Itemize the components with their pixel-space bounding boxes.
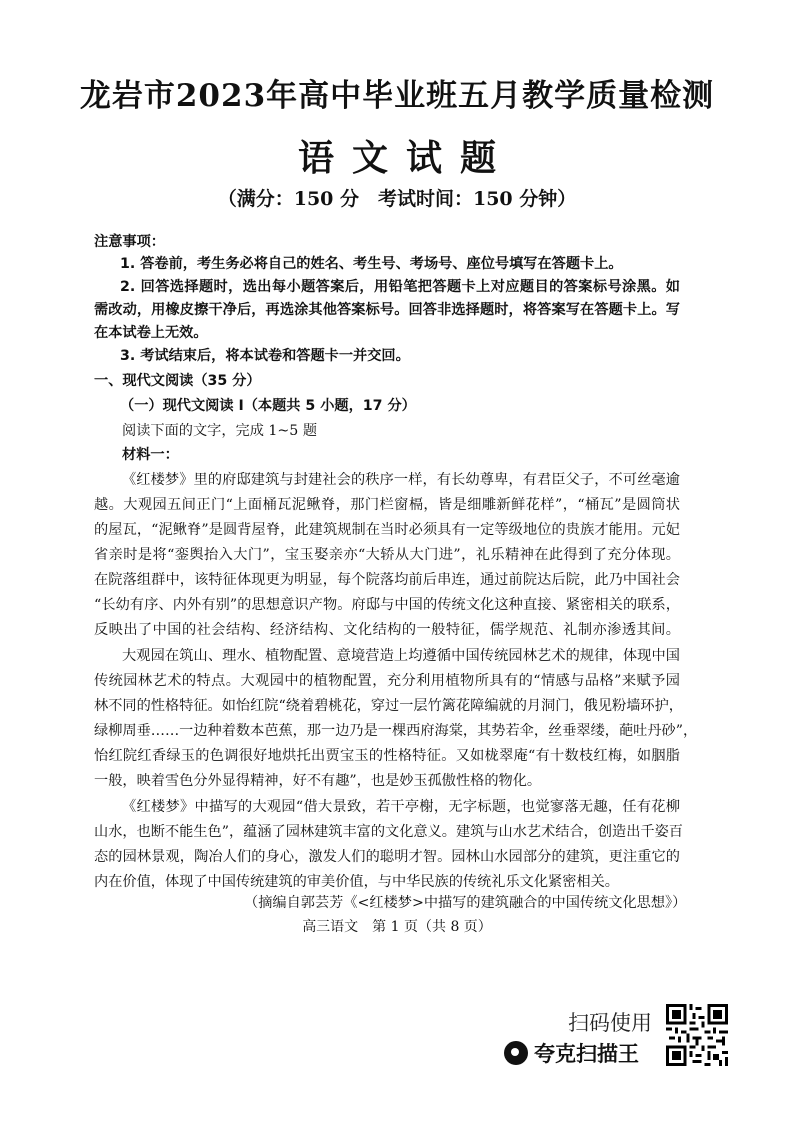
reading-instruction: 阅读下面的文字，完成 1~5 题 — [122, 423, 318, 439]
passage-line: 在院落组群中，该特征体现更为明显，每个院落均前后串连，通过前院达后院，此乃中国社会 — [94, 572, 680, 588]
brand-name: 夸克扫描王 — [534, 1042, 639, 1066]
passage-line: “长幼有序、内外有别”的思想意识产物。府邸与中国的传统文化这种直接、紧密相关的联系， — [94, 597, 680, 613]
passage-line: 传统园林艺术的特点。大观园中的植物配置，充分利用植物所具有的“情感与品格”来赋予园 — [94, 673, 680, 689]
page-footer: 高三语文 第 1 页（共 8 页） — [302, 919, 492, 935]
notice-item-2-cont: 需改动，用橡皮擦干净后，再选涂其他答案标号。回答非选择题时，将答案写在答题卡上。写 — [94, 302, 680, 318]
passage-line: 大观园在筑山、理水、植物配置、意境营造上均遵循中国传统园林艺术的规律，体现中国 — [122, 648, 680, 664]
passage-line: 的屋瓦，“泥鳅脊”是圆背屋脊，此建筑规制在当时必须具有一定等级地位的贵族才能用。元妃 — [94, 522, 680, 538]
passage-line: 怡红院红香绿玉的色调很好地烘托出贾宝玉的性格特征。又如栊翠庵“有十数枝红梅，如胭脂 — [94, 748, 680, 764]
brand-watermark — [504, 1039, 639, 1067]
passage-line: 态的园林景观，陶冶人们的身心，激发人们的聪明才智。园林山水园部分的建筑，更注重它的 — [94, 849, 680, 865]
passage-line: 越。大观园五间正门“上面桶瓦泥鳅脊，那门栏窗槅，皆是细雕新鲜花样”，“桶瓦”是圆筒状 — [94, 497, 680, 513]
scan-label: 扫码使用 — [568, 1011, 652, 1035]
qr-code-icon[interactable] — [666, 1004, 728, 1066]
passage-line: 山水，也断不能生色”，蕴涵了园林建筑丰富的文化意义。建筑与山水艺术结合，创造出千姿百 — [94, 824, 683, 840]
subject-title: 语文试题 — [297, 137, 514, 179]
passage-line: 《红楼梦》里的府邸建筑与封建社会的秩序一样，有长幼尊卑，有君臣父子，不可丝毫逾 — [122, 472, 680, 488]
notice-item-3: 3. 考试结束后，将本试卷和答题卡一并交回。 — [120, 348, 410, 364]
passage-line: 一般，映着雪色分外显得精神，好不有趣”，也是妙玉孤傲性格的物化。 — [94, 773, 542, 789]
quark-logo-icon — [504, 1041, 528, 1065]
notice-item-2: 2. 回答选择题时，选出每小题答案后，用铅笔把答题卡上对应题目的答案标号涂黑。如 — [120, 279, 680, 295]
passage-line: 绿柳周垂……一边种着数本芭蕉，那一边乃是一棵西府海棠，其势若伞，丝垂翠缕，葩吐丹砂”， — [94, 723, 698, 739]
source-citation: （摘编自郭芸芳《<红楼梦>中描写的建筑融合的中国传统文化思想》） — [244, 895, 687, 911]
passage-line: 反映出了中国的社会结构、经济结构、文化结构的一般特征，儒学规范、礼制亦渗透其间。 — [94, 622, 680, 638]
exam-meta: （满分：150 分 考试时间：150 分钟） — [217, 188, 577, 210]
notice-heading: 注意事项： — [94, 234, 165, 250]
subsection-heading: （一）现代文阅读 I（本题共 5 小题，17 分） — [120, 398, 416, 414]
passage-line: 内在价值，体现了中国传统建筑的审美价值，与中华民族的传统礼乐文化紧密相关。 — [94, 874, 619, 890]
exam-title: 龙岩市2023年高中毕业班五月教学质量检测 — [79, 78, 715, 114]
passage-line: 省亲时是将“銮舆抬入大门”，宝玉娶亲亦“大轿从大门进”，礼乐精神在此得到了充分体现。 — [94, 547, 680, 563]
section-heading: 一、现代文阅读（35 分） — [94, 373, 261, 389]
passage-line: 《红楼梦》中描写的大观园“借大景致，若干亭榭，无字标题，也觉寥落无趣，任有花柳 — [122, 799, 680, 815]
passage-line: 林不同的性格特征。如怡红院“绕着碧桃花，穿过一层竹篱花障编就的月洞门，俄见粉墙环护， — [94, 698, 683, 714]
notice-item-2-end: 在本试卷上无效。 — [94, 325, 208, 341]
material-label: 材料一： — [122, 447, 179, 463]
notice-item-1: 1. 答卷前，考生务必将自己的姓名、考生号、考场号、座位号填写在答题卡上。 — [120, 256, 623, 272]
